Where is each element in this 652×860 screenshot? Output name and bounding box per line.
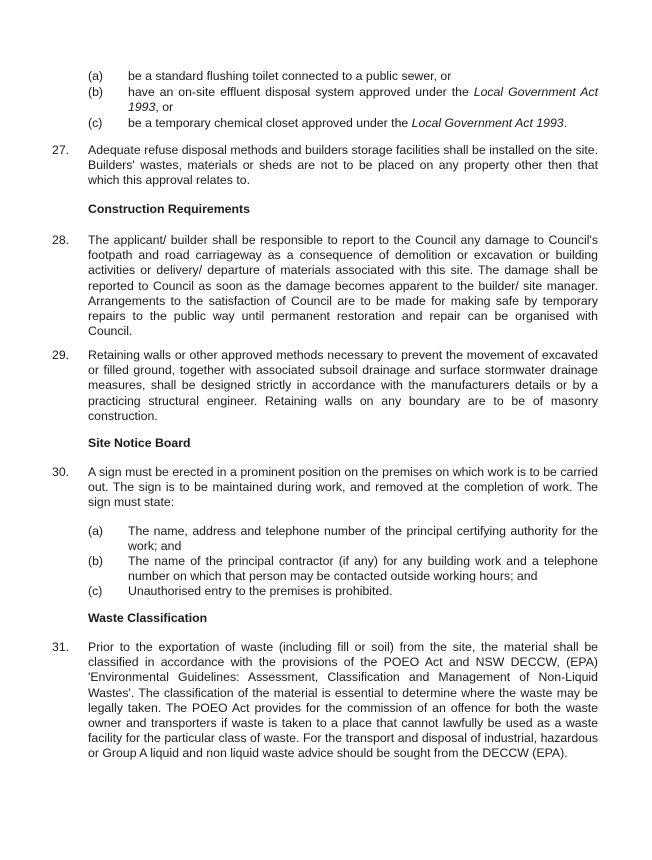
list-item-label: (b) [88, 554, 104, 568]
clause-text: The applicant/ builder shall be responsible to report to the Council any damage to Council's footpath and road carriageway as a consequence of demolition or excavation or building activities or delivery/ departure of materials associated with this site. The damage shall be reported to Council as soon as the damage becomes apparent to the builder/ site manager. Arrangements to the satisfaction of Council are to be made for making safe by temporary repairs to the public way until permanent restoration and repair can be organised with Council. [88, 233, 598, 339]
clause-number: 28. [52, 233, 70, 247]
list-item-label: (c) [88, 116, 103, 130]
list-item-text-part: have an on-site effluent disposal system approved under the [128, 85, 474, 99]
clause-number: 31. [52, 640, 70, 654]
list-item-text-part: . [563, 116, 568, 130]
section-heading: Waste Classification [88, 611, 208, 625]
list-item-text: be a standard flushing toilet connected to a public sewer, or [128, 69, 452, 83]
list-item-text: Unauthorised entry to the premises is prohibited. [128, 584, 393, 598]
list-item-text: The name of the principal contractor (if any) for any building work and a telephone number on which that person may be contacted outside working hours; and [128, 554, 598, 584]
clause-number: 29. [52, 348, 70, 362]
list-item-text-part: be a temporary chemical closet approved under the [128, 116, 412, 130]
section-heading: Construction Requirements [88, 202, 250, 216]
list-item-label: (a) [88, 69, 104, 83]
list-item-text [128, 85, 598, 115]
act-reference: Local Government Act 1993 [128, 85, 598, 115]
clause-text: Prior to the exportation of waste (including fill or soil) from the site, the material shall be classified in accordance with the provisions of the POEO Act and NSW DECCW, (EPA) 'Environmental Guidelines: Assessment, Classification and Management of Non-Liquid Wastes'. The classification of the material is essential to determine where the waste may be legally taken. The POEO Act provides for the commission of an offence for both the waste owner and transporters if waste is taken to a place that cannot lawfully be used as a waste facility for the particular class of waste. For the transport and disposal of industrial, hazardous or Group A liquid and non liquid waste advice should be sought from the DECCW (EPA). [88, 640, 598, 761]
list-item-text [128, 116, 598, 131]
act-reference: Local Government Act 1993 [411, 116, 564, 130]
clause-number: 27. [52, 143, 70, 157]
list-item-label: (c) [88, 584, 103, 598]
section-heading: Site Notice Board [88, 436, 191, 450]
list-item-text-part: , or [155, 100, 174, 115]
list-item-label: (b) [88, 85, 104, 99]
list-item-text: The name, address and telephone number of the principal certifying authority for the work; and [128, 524, 598, 554]
clause-text: Retaining walls or other approved methods necessary to prevent the movement of excavated or filled ground, together with associated subsoil drainage and surface stormwater drainage measures, shall be designed strictly in accordance with the manufacturers details or by a practicing structural engineer. Retaining walls on any boundary are to be of masonry construction. [88, 348, 598, 423]
list-item-label: (a) [88, 524, 104, 538]
clause-text: A sign must be erected in a prominent position on the premises on which work is to be carried out. The sign is to be maintained during work, and removed at the completion of work. The sign must state: [88, 465, 598, 510]
clause-number: 30. [52, 465, 70, 479]
clause-text: Adequate refuse disposal methods and builders storage facilities shall be installed on the site. Builders' wastes, materials or sheds are not to be placed on any property other then that which this approval relates to. [88, 143, 598, 188]
